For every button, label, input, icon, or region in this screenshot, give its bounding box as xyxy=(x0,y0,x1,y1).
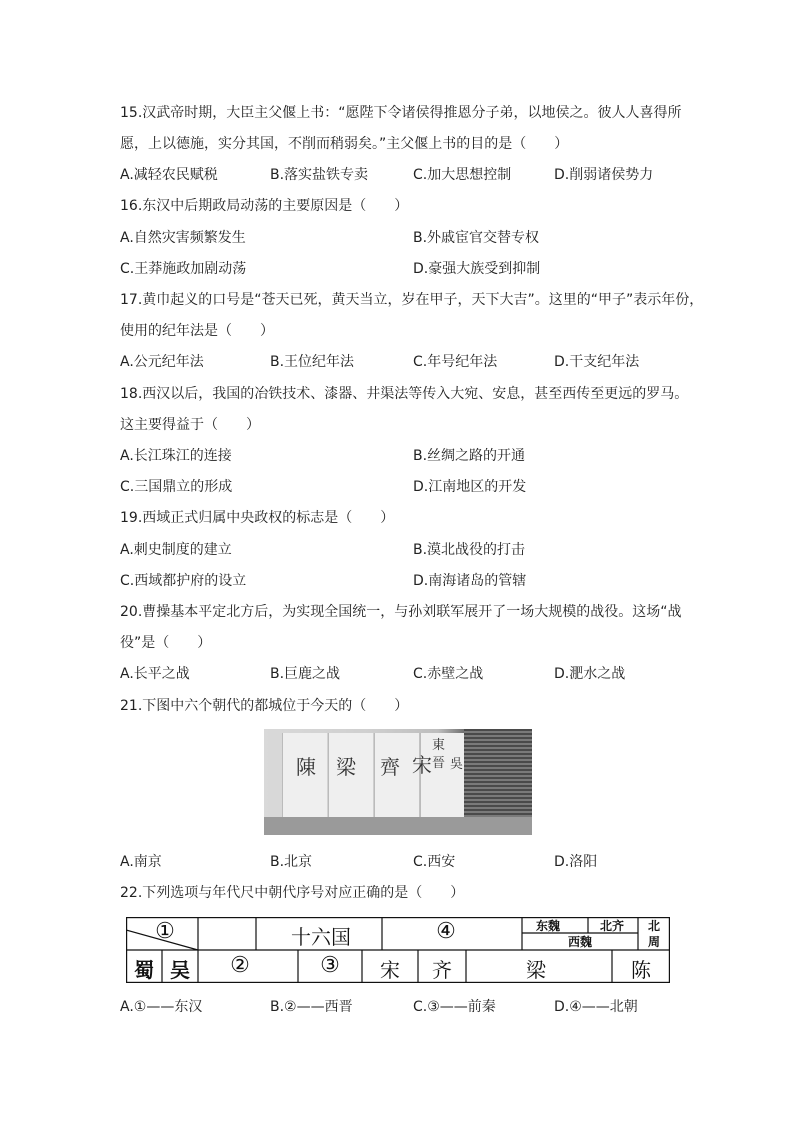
banner-char-dongjin: 東晉 xyxy=(432,738,446,771)
timeline-wu: 吴 xyxy=(170,958,190,982)
timeline-liang: 梁 xyxy=(526,958,546,982)
q18-option-d[interactable]: D.江南地区的开发 xyxy=(413,479,527,495)
q21-option-a[interactable]: A.南京 xyxy=(120,854,162,870)
q18-option-b[interactable]: B.丝绸之路的开通 xyxy=(413,448,526,464)
q19-option-a[interactable]: A.刺史制度的建立 xyxy=(120,542,232,558)
banner-char-song: 宋 xyxy=(412,753,432,777)
question-15-line-2: 愿，上以德施，实分其国，不削而稍弱矣。”主父偃上书的目的是（ ） xyxy=(120,136,569,152)
q22-option-a[interactable]: A.①——东汉 xyxy=(120,999,203,1015)
question-18-line-2: 这主要得益于（ ） xyxy=(120,417,260,433)
timeline-shu: 蜀 xyxy=(134,958,154,982)
timeline-bei: 北 xyxy=(647,919,660,933)
q16-option-d[interactable]: D.豪强大族受到抑制 xyxy=(413,261,541,277)
q19-option-c[interactable]: C.西域都护府的设立 xyxy=(120,573,247,589)
timeline-beiqi: 北齐 xyxy=(599,919,624,933)
timeline-xiwei: 西魏 xyxy=(567,935,592,949)
q15-option-c[interactable]: C.加大思想控制 xyxy=(413,167,512,183)
timeline-dongwei: 东魏 xyxy=(535,919,560,933)
q20-option-a[interactable]: A.长平之战 xyxy=(120,666,190,682)
timeline-qi: 齐 xyxy=(432,958,452,982)
q17-option-d[interactable]: D.干支纪年法 xyxy=(554,354,640,370)
question-20-line-2: 役”是（ ） xyxy=(120,635,212,651)
q21-option-d[interactable]: D.洛阳 xyxy=(554,854,598,870)
q16-option-c[interactable]: C.王莽施政加剧动荡 xyxy=(120,261,247,277)
banner-char-wu: 吳 xyxy=(450,757,464,772)
q16-option-b[interactable]: B.外戚宦官交替专权 xyxy=(413,230,540,246)
question-21-line-1: 21.下图中六个朝代的都城位于今天的（ ） xyxy=(120,698,409,714)
dynasty-banners-photo xyxy=(264,729,532,835)
question-22-line-1: 22.下列选项与年代尺中朝代序号对应正确的是（ ） xyxy=(120,885,465,901)
floor xyxy=(264,817,532,835)
q15-option-d[interactable]: D.削弱诸侯势力 xyxy=(554,167,654,183)
q19-option-d[interactable]: D.南海诸岛的管辖 xyxy=(413,573,527,589)
q15-option-a[interactable]: A.减轻农民赋税 xyxy=(120,167,218,183)
question-16-line-1: 16.东汉中后期政局动荡的主要原因是（ ） xyxy=(120,198,409,214)
timeline-song: 宋 xyxy=(380,958,400,982)
timeline-zhou: 周 xyxy=(647,935,660,949)
timeline-marker-3: ③ xyxy=(320,953,340,978)
q21-option-c[interactable]: C.西安 xyxy=(413,854,456,870)
question-17-line-2: 使用的纪年法是（ ） xyxy=(120,323,274,339)
q22-option-c[interactable]: C.③——前秦 xyxy=(413,999,496,1015)
question-20-line-1: 20.曹操基本平定北方后，为实现全国统一，与孙刘联军展开了一场大规模的战役。这场“战 xyxy=(120,604,682,620)
q17-option-c[interactable]: C.年号纪年法 xyxy=(413,354,498,370)
q15-option-b[interactable]: B.落实盐铁专卖 xyxy=(270,167,369,183)
q20-option-d[interactable]: D.淝水之战 xyxy=(554,666,626,682)
question-17-line-1: 17.黄巾起义的口号是“苍天已死，黄天当立，岁在甲子，天下大吉”。这里的“甲子”表示年份， xyxy=(120,292,704,308)
timeline-marker-1: ① xyxy=(155,919,175,944)
q20-option-c[interactable]: C.赤壁之战 xyxy=(413,666,484,682)
banner-char-qi: 齊 xyxy=(380,755,400,779)
q18-option-c[interactable]: C.三国鼎立的形成 xyxy=(120,479,233,495)
q17-option-a[interactable]: A.公元纪年法 xyxy=(120,354,204,370)
question-15-line-1: 15.汉武帝时期，大臣主父偃上书：“愿陛下令诸侯得推恩分子弟，以地侯之。彼人人喜得所 xyxy=(120,105,682,121)
timeline-marker-2: ② xyxy=(230,953,250,978)
q18-option-a[interactable]: A.长江珠江的连接 xyxy=(120,448,232,464)
q22-option-b[interactable]: B.②——西晋 xyxy=(270,999,353,1015)
q20-option-b[interactable]: B.巨鹿之战 xyxy=(270,666,341,682)
q16-option-a[interactable]: A.自然灾害频繁发生 xyxy=(120,230,246,246)
q21-option-b[interactable]: B.北京 xyxy=(270,854,313,870)
timeline-chen: 陈 xyxy=(631,958,651,982)
banner-char-liang: 梁 xyxy=(336,755,356,779)
banner-char-chen: 陳 xyxy=(296,755,316,779)
q19-option-b[interactable]: B.漠北战役的打击 xyxy=(413,542,526,558)
question-19-line-1: 19.西域正式归属中央政权的标志是（ ） xyxy=(120,510,395,526)
q17-option-b[interactable]: B.王位纪年法 xyxy=(270,354,355,370)
question-18-line-1: 18.西汉以后，我国的冶铁技术、漆器、井渠法等传入大宛、安息，甚至西传至更远的罗马。 xyxy=(120,386,689,402)
timeline-sixteen-kingdoms: 十六国 xyxy=(291,925,351,949)
q22-option-d[interactable]: D.④——北朝 xyxy=(554,999,638,1015)
timeline-marker-4: ④ xyxy=(436,919,456,944)
